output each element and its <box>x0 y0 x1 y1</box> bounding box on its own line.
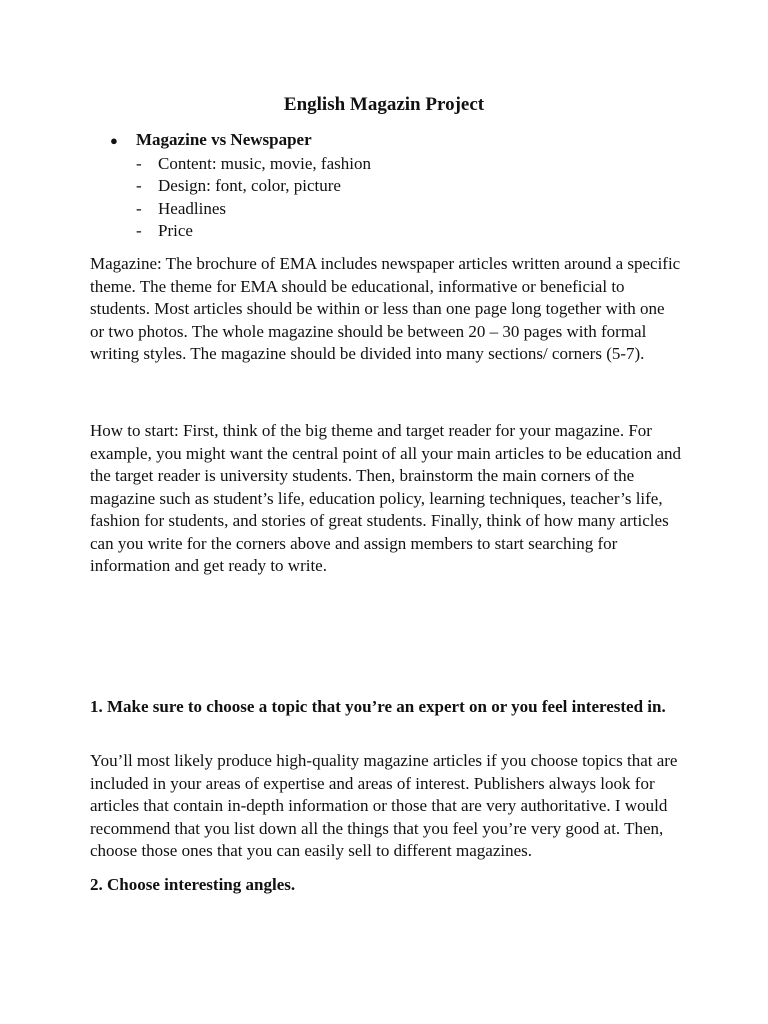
paragraph-magazine: Magazine: The brochure of EMA includes newspaper articles written around a specific theme. The theme for EMA should be educational, informative or beneficial to students. Most articles should be within or less than one page long together with one or two photos. The whole magazine should be between 20 – 30 pages with formal writing styles. The magazine should be divided into many sections/ corners (5-7). <box>90 254 681 363</box>
dash-icon: - <box>136 198 142 218</box>
bullet-heading: Magazine vs Newspaper <box>136 130 312 149</box>
list-item <box>110 175 670 198</box>
list-item <box>110 220 670 243</box>
section-heading-1: 1. Make sure to choose a topic that you’re an expert on or you feel interested in. <box>90 697 666 716</box>
dash-icon: - <box>136 153 142 173</box>
paragraph-how-to-start: How to start: First, think of the big theme and target reader for your magazine. For example, you might want the central point of all your main articles to be education and the target reader is university students. Then, brainstorm the main corners of the magazine such as student’s life, education policy, learning techniques, teacher’s life, fashion for students, and stories of great students. Finally, think of how many articles can you write for the corners above and assign members to start searching for information and get ready to write. <box>90 421 682 575</box>
list-item <box>110 153 670 176</box>
section-heading-2: 2. Choose interesting angles. <box>90 875 296 894</box>
list-item-text: Headlines <box>158 198 226 218</box>
list-item-text: Design: font, color, picture <box>158 176 341 195</box>
bullet-list <box>110 129 670 243</box>
list-item <box>110 198 670 221</box>
dash-icon: - <box>136 221 142 240</box>
list-item-text: Content: music, movie, fashion <box>158 153 371 173</box>
bullet-dot-icon: ● <box>110 133 118 148</box>
list-item-text: Price <box>158 221 193 240</box>
bullet-heading-row <box>110 129 670 153</box>
paragraph-topic: You’ll most likely produce high-quality magazine articles if you choose topics that are included in your areas of expertise and areas of interest. Publishers always look for articles that contain in-depth information or those that are very authoritative. I would recommend that you list down all the things that you feel you’re very good at. Then, choose those ones that you can easily sell to different magazines. <box>90 751 678 860</box>
dash-icon: - <box>136 176 142 195</box>
document-title: English Magazin Project <box>283 94 485 115</box>
